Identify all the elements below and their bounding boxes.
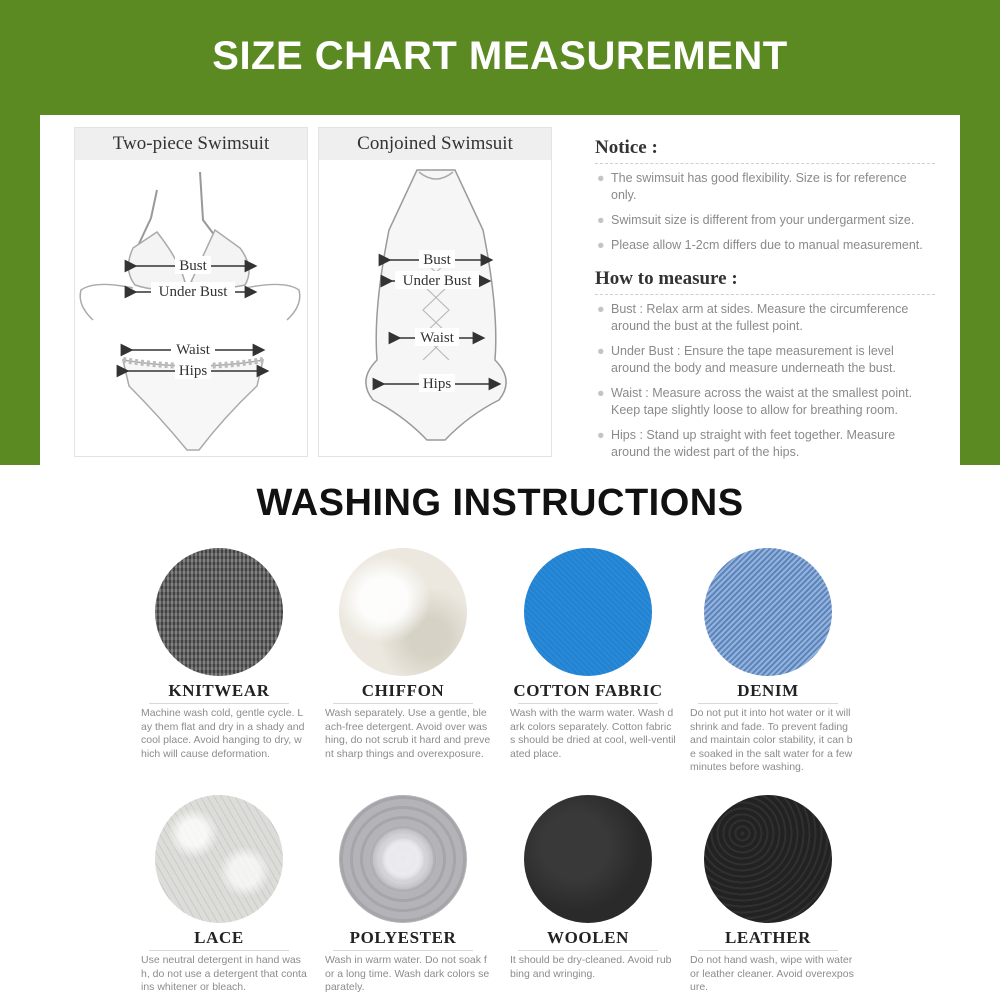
denim-swatch bbox=[704, 548, 832, 676]
two-piece-diagram bbox=[74, 127, 308, 457]
conjoined-swimsuit-illustration bbox=[319, 160, 553, 456]
fabric-divider bbox=[149, 703, 289, 704]
fabric-description: Do not put it into hot water or it will shrink and fade. To prevent fading and maintain color stability, it can be soaked in the salt water for a few minutes before washing. bbox=[690, 707, 853, 773]
polyester-swatch bbox=[339, 795, 467, 923]
how-to-measure-heading: How to measure : bbox=[595, 268, 935, 295]
bullet-icon: ● bbox=[597, 428, 605, 442]
conjoined-diagram bbox=[318, 127, 552, 457]
measure-item: ● Hips : Stand up straight with feet together. Measure around the widest part of the hips. bbox=[597, 428, 896, 459]
fabric-divider bbox=[518, 950, 658, 951]
fabric-divider bbox=[698, 703, 838, 704]
bullet-icon: ● bbox=[597, 238, 605, 252]
conjoined-title: Conjoined Swimsuit bbox=[319, 128, 551, 160]
notice-item: ● Swimsuit size is different from your undergarment size. bbox=[597, 213, 915, 227]
two-piece-swimsuit-illustration bbox=[75, 160, 309, 456]
size-chart-panel bbox=[40, 115, 960, 465]
notice-section bbox=[595, 137, 935, 469]
two-piece-title: Two-piece Swimsuit bbox=[75, 128, 307, 160]
fabric-name: WOOLEN bbox=[546, 928, 629, 947]
chiffon-swatch bbox=[339, 548, 467, 676]
bullet-icon: ● bbox=[597, 386, 605, 400]
fabric-divider bbox=[333, 950, 473, 951]
two-piece-under-bust-label: Under Bust bbox=[158, 284, 228, 300]
two-piece-bust-label: Bust bbox=[179, 258, 207, 274]
fabric-description: Wash in warm water. Do not soak for a long time. Wash dark colors separately. bbox=[325, 954, 490, 993]
fabric-description: Do not hand wash, wipe with water or leather cleaner. Avoid overexposure. bbox=[690, 954, 854, 993]
fabric-description: It should be dry-cleaned. Avoid rubbing and wringing. bbox=[510, 954, 672, 980]
bullet-icon: ● bbox=[597, 213, 605, 227]
measure-item: ● Under Bust : Ensure the tape measurement is level around the body and measure underneath the bust. bbox=[597, 344, 896, 375]
bullet-icon: ● bbox=[597, 302, 605, 316]
fabric-description: Wash with the warm water. Wash dark colors separately. Cotton fabrics should be dried at cool, well-ventilated place. bbox=[510, 707, 676, 760]
how-to-measure-list bbox=[595, 301, 935, 461]
two-piece-waist-label: Waist bbox=[176, 342, 210, 358]
knitwear-swatch bbox=[155, 548, 283, 676]
two-piece-hips-label: Hips bbox=[178, 363, 208, 379]
bullet-icon: ● bbox=[597, 171, 605, 185]
fabric-name: DENIM bbox=[737, 681, 799, 700]
fabric-name: LACE bbox=[194, 928, 244, 947]
notice-list bbox=[595, 170, 935, 254]
conjoined-waist-label: Waist bbox=[420, 330, 454, 346]
fabric-description: Wash separately. Use a gentle, bleach-free detergent. Avoid over washing, do not scrub it hard and prevent sharp things and overexposure. bbox=[325, 707, 491, 760]
cotton-swatch bbox=[524, 548, 652, 676]
fabric-divider bbox=[333, 703, 473, 704]
measure-item: ● Waist : Measure across the waist at the smallest point. Keep tape slightly loose to allow for breathing room. bbox=[597, 386, 913, 417]
fabric-divider bbox=[518, 703, 658, 704]
washing-instructions-title: WASHING INSTRUCTIONS bbox=[256, 482, 744, 524]
notice-heading: Notice : bbox=[595, 137, 935, 164]
fabric-divider bbox=[698, 950, 838, 951]
bullet-icon: ● bbox=[597, 344, 605, 358]
conjoined-hips-label: Hips bbox=[422, 376, 452, 392]
fabric-name: POLYESTER bbox=[349, 928, 457, 947]
fabric-name: COTTON FABRIC bbox=[513, 681, 663, 700]
fabric-name: CHIFFON bbox=[361, 681, 445, 700]
woolen-swatch bbox=[524, 795, 652, 923]
fabric-divider bbox=[149, 950, 289, 951]
fabric-name: LEATHER bbox=[724, 928, 812, 947]
notice-item: ● Please allow 1-2cm differs due to manual measurement. bbox=[597, 238, 923, 252]
size-chart-title: SIZE CHART MEASUREMENT bbox=[212, 34, 788, 78]
fabric-description: Use neutral detergent in hand wash, do not use a detergent that contains whitener or bleach. bbox=[141, 954, 307, 993]
fabric-description: Machine wash cold, gentle cycle. Lay them flat and dry in a shady and cool place. Avoid hanging to dry, which will cause deformation. bbox=[141, 707, 305, 760]
conjoined-bust-label: Bust bbox=[423, 252, 451, 268]
notice-item: ● The swimsuit has good flexibility. Size is for reference only. bbox=[597, 171, 907, 202]
leather-swatch bbox=[704, 795, 832, 923]
conjoined-under-bust-label: Under Bust bbox=[402, 273, 472, 289]
measure-item: ● Bust : Relax arm at sides. Measure the circumference around the bust at the fullest point. bbox=[597, 302, 909, 333]
lace-swatch bbox=[155, 795, 283, 923]
fabric-name: KNITWEAR bbox=[168, 681, 270, 700]
